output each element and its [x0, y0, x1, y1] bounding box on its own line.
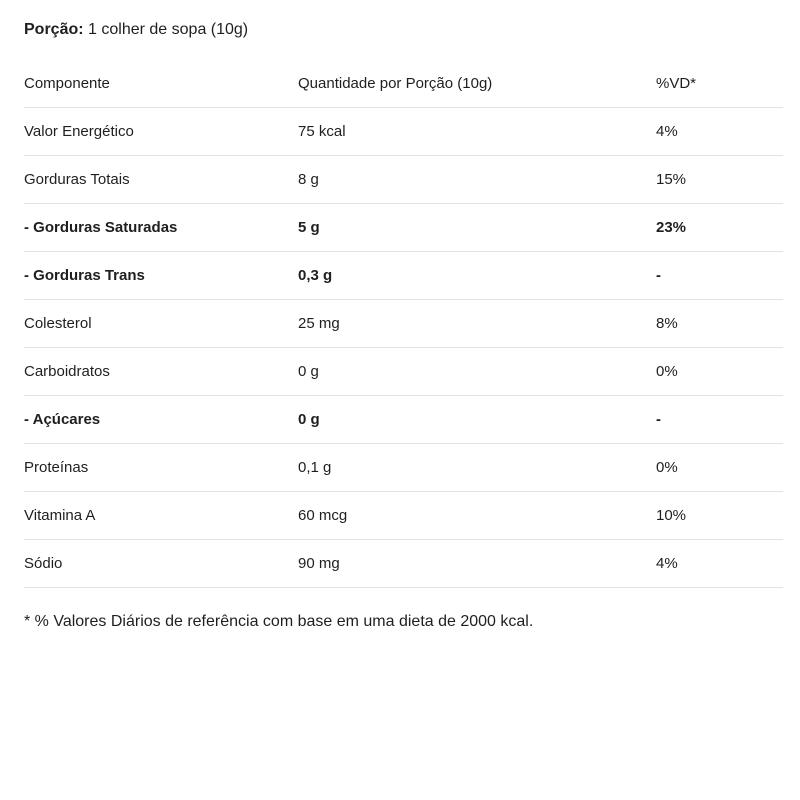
- row-component: Proteínas: [24, 444, 298, 492]
- row-component: Carboidratos: [24, 348, 298, 396]
- portion-value: 1 colher de sopa (10g): [88, 21, 249, 38]
- portion-label: Porção:: [24, 21, 84, 38]
- row-amount: 60 mcg: [298, 492, 656, 540]
- row-dv: 4%: [656, 108, 783, 156]
- row-amount: 75 kcal: [298, 108, 656, 156]
- row-dv: 8%: [656, 300, 783, 348]
- footnote: * % Valores Diários de referência com base em uma dieta de 2000 kcal.: [24, 613, 534, 630]
- row-dv: 23%: [656, 204, 783, 252]
- row-dv: 4%: [656, 540, 783, 588]
- nutrition-table: [24, 60, 783, 588]
- header-amount: Quantidade por Porção (10g): [298, 60, 656, 108]
- row-amount: 8 g: [298, 156, 656, 204]
- table-row: [24, 300, 783, 348]
- row-dv: -: [656, 396, 783, 444]
- table-row: [24, 156, 783, 204]
- table-row: [24, 444, 783, 492]
- row-amount: 0 g: [298, 396, 656, 444]
- table-row: [24, 252, 783, 300]
- row-component: - Gorduras Saturadas: [24, 204, 298, 252]
- row-amount: 90 mg: [298, 540, 656, 588]
- row-dv: 15%: [656, 156, 783, 204]
- table-row: [24, 348, 783, 396]
- header-component: Componente: [24, 60, 298, 108]
- row-dv: 10%: [656, 492, 783, 540]
- table-row: [24, 204, 783, 252]
- row-amount: 0,3 g: [298, 252, 656, 300]
- row-component: - Gorduras Trans: [24, 252, 298, 300]
- row-amount: 0,1 g: [298, 444, 656, 492]
- row-amount: 0 g: [298, 348, 656, 396]
- row-component: - Açúcares: [24, 396, 298, 444]
- row-dv: 0%: [656, 348, 783, 396]
- row-dv: -: [656, 252, 783, 300]
- table-row: [24, 492, 783, 540]
- table-header-row: [24, 60, 783, 108]
- table-row: [24, 540, 783, 588]
- portion-info: [24, 19, 248, 41]
- row-component: Vitamina A: [24, 492, 298, 540]
- row-component: Colesterol: [24, 300, 298, 348]
- row-component: Gorduras Totais: [24, 156, 298, 204]
- table-row: [24, 396, 783, 444]
- row-component: Sódio: [24, 540, 298, 588]
- header-dv: %VD*: [656, 60, 783, 108]
- row-amount: 25 mg: [298, 300, 656, 348]
- table-row: [24, 108, 783, 156]
- row-component: Valor Energético: [24, 108, 298, 156]
- row-amount: 5 g: [298, 204, 656, 252]
- row-dv: 0%: [656, 444, 783, 492]
